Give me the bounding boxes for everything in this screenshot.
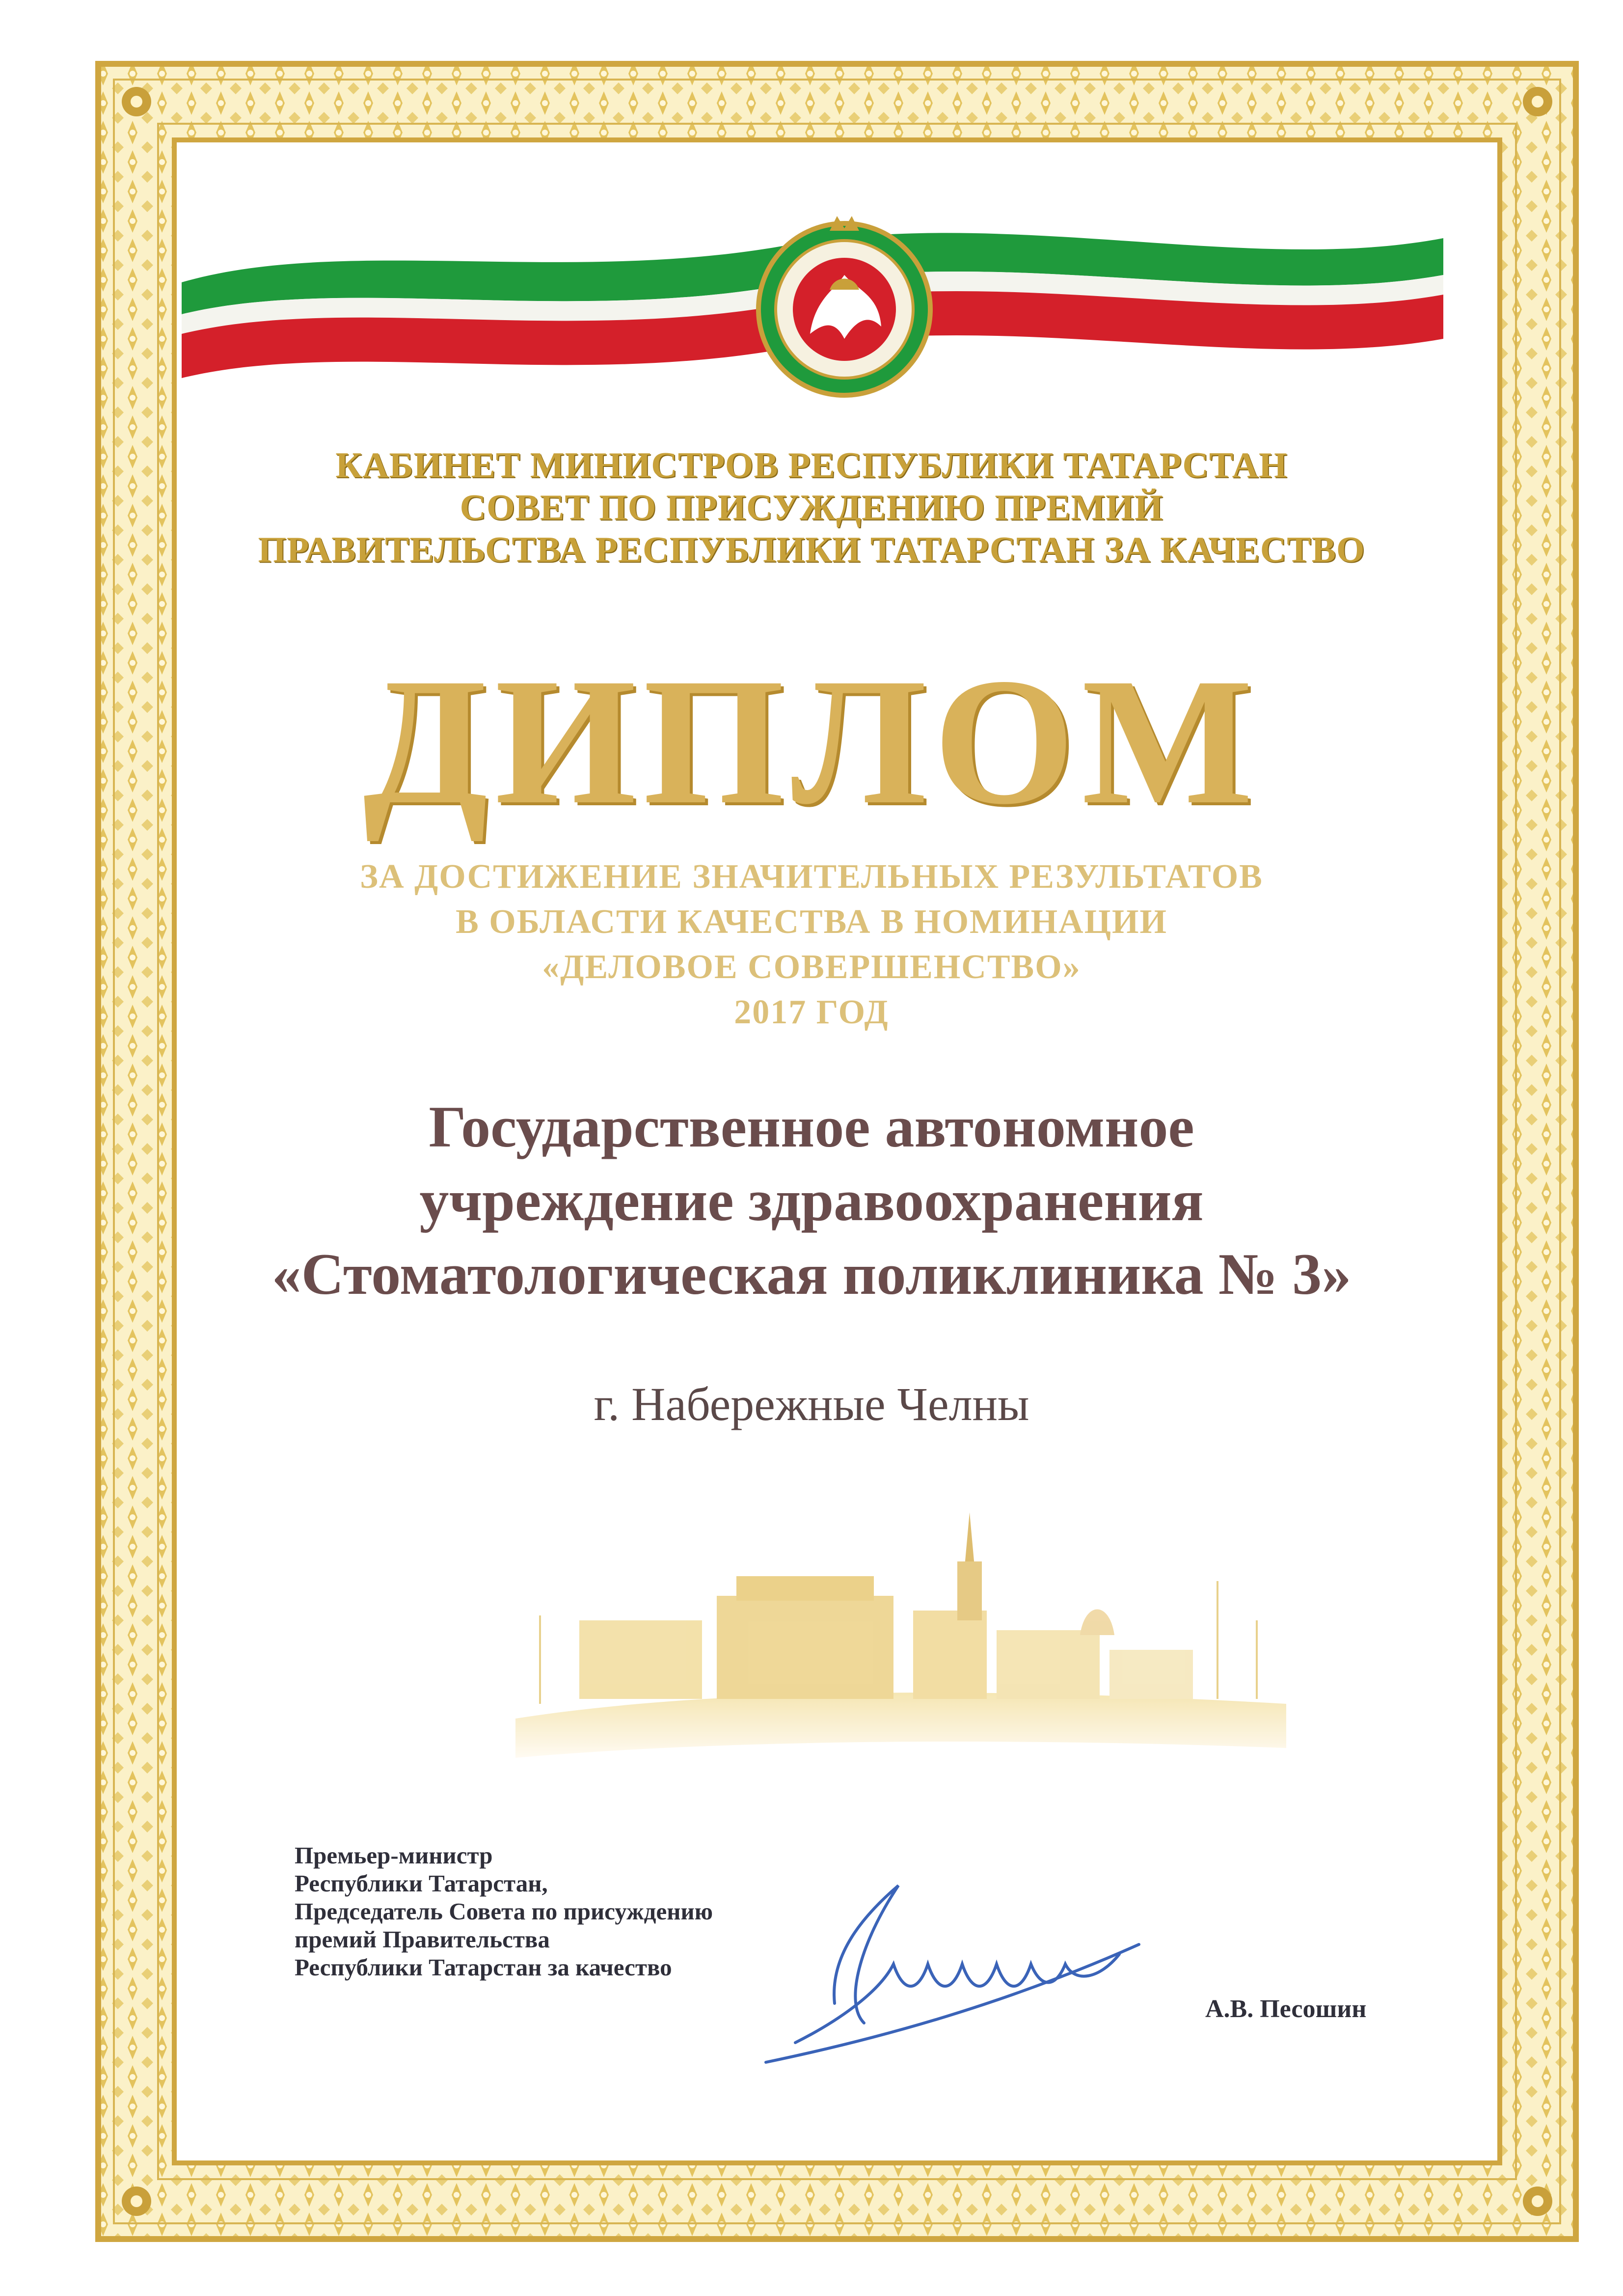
issuer-line-3: ПРАВИТЕЛЬСТВА РЕСПУБЛИКИ ТАТАРСТАН ЗА КАЧЕСТВО: [258, 530, 1365, 570]
issuer-header: [0, 444, 1623, 571]
recipient-name: [0, 1090, 1623, 1311]
nomination-year: 2017 ГОД: [734, 993, 889, 1031]
diploma-title: ДИПЛОМ: [363, 641, 1260, 842]
handwritten-signature: [766, 1886, 1139, 2062]
issuer-line-1: КАБИНЕТ МИНИСТРОВ РЕСПУБЛИКИ ТАТАРСТАН: [335, 445, 1288, 486]
issuer-line-2: СОВЕТ ПО ПРИСУЖДЕНИЮ ПРЕМИЙ: [460, 488, 1163, 528]
signatory-title-line: Премьер-министр: [295, 1842, 493, 1869]
nomination-line-2: В ОБЛАСТИ КАЧЕСТВА В НОМИНАЦИИ: [456, 903, 1167, 941]
signatory-title-line: Председатель Совета по присуждению: [295, 1898, 713, 1925]
signatory-title-line: Республики Татарстан за качество: [295, 1954, 672, 1981]
recipient-line-3: «Стоматологическая поликлиника № 3»: [271, 1241, 1352, 1307]
recipient-city: г. Набережные Челны: [594, 1378, 1029, 1430]
recipient-line-2: учреждение здравоохранения: [419, 1168, 1204, 1233]
signatory-name: А.В. Песошин: [1205, 1995, 1367, 2023]
nomination-line-3: «ДЕЛОВОЕ СОВЕРШЕНСТВО»: [542, 948, 1081, 986]
nomination-text: [0, 854, 1623, 1035]
recipient-line-1: Государственное автономное: [429, 1094, 1194, 1159]
kazan-kremlin-illustration: [515, 1512, 1286, 1758]
nomination-line-1: ЗА ДОСТИЖЕНИЕ ЗНАЧИТЕЛЬНЫХ РЕЗУЛЬТАТОВ: [360, 858, 1263, 896]
signatory-title-line: премий Правительства: [295, 1926, 550, 1953]
signatory-title: [295, 1841, 713, 1981]
signatory-title-line: Республики Татарстан,: [295, 1870, 548, 1897]
